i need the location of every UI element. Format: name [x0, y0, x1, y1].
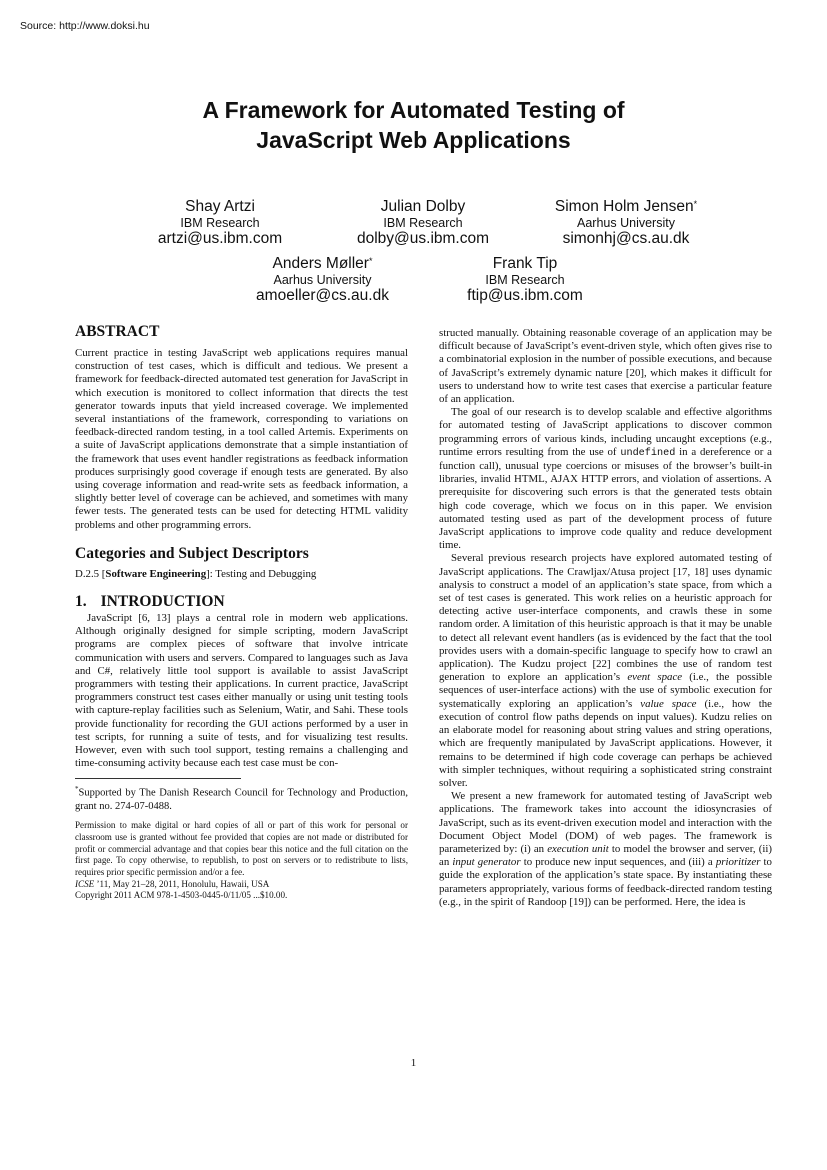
author-block — [240, 255, 405, 305]
author-email: ftip@us.ibm.com — [467, 287, 583, 304]
categories-bold: Software Engineering — [105, 567, 207, 580]
abstract-heading: ABSTRACT — [75, 323, 160, 340]
categories-text — [75, 568, 408, 581]
title-line-2: JavaScript Web Applications — [256, 127, 571, 153]
text-span: to model the browser and server, (ii) an — [439, 842, 773, 869]
body-paragraph: structed manually. Obtaining reasonable coverage of an application may be difficult because of JavaScript’s event-driven style, which often gives rise to a combinatorial explosion in the number of possible executions, and because of JavaScript’s extremely dynamic nature [20], which makes it difficult for users to understand how to write test cases that exercise a particular feature of an application. — [439, 327, 772, 406]
emphasis: execution unit — [547, 842, 609, 855]
section-number: 1. — [75, 593, 87, 611]
categories-heading: Categories and Subject Descriptors — [75, 544, 309, 562]
emphasis: event space — [627, 671, 683, 684]
author-affiliation: IBM Research — [485, 273, 565, 287]
paper-title — [0, 95, 827, 155]
permission-text: Permission to make digital or hard copies of all or part of this work for personal or classroom use is granted without fee provided that copies are not made or distributed for profit or commercial advantage and that copies bear this notice and the full citation on the first page. To copy otherwise, to republish, to post on servers or to redistribute to lists, requires prior specific permission and/or a fee. — [75, 820, 408, 877]
text-span: Several previous research projects have explored automated testing of JavaScript applications. The Crawljax/Atusa project [17, 18] uses dynamic analysis to construct a model of an application’s state space, from which a set of test cases is generated. This work relies on a heuristic approach for detecting active user-interface components, and crawls these in some random order. A limitation of this heuristic approach is that it may be unable to detect all relevant event handlers (as is evidenced by the fact that the tool provides users with a domain-specific language to specify how to crawl an application). The Kudzu project [22] combines the use of random test generation to explore an application’s — [439, 552, 772, 684]
venue-name: ICSE — [75, 878, 95, 889]
body-paragraph — [439, 790, 772, 909]
author-affiliation: IBM Research — [383, 216, 463, 230]
categories-rest: ]: Testing and Debugging — [206, 567, 317, 580]
author-affiliation: Aarhus University — [273, 273, 372, 287]
body-paragraph — [439, 406, 772, 552]
emphasis: prioritizer — [715, 856, 761, 869]
body-paragraph — [439, 552, 772, 790]
author-email: amoeller@cs.au.dk — [256, 287, 389, 304]
intro-paragraph: JavaScript [6, 13] plays a central role in modern web applications. Although originally designed for simple scripting, modern JavaScript programs are complex pieces of software that involve intricate communication with users and servers. Compared to languages such as Java and C#, relatively little tool support is available to assist JavaScript programmers with testing their applications. In current practice, JavaScript programmers construct test cases either manually or using unit testing tools with capture-replay facilities such as Selenium, Watir, and Sahi. These tools provide functionality for recording the GUI actions performed by a user in test scripts, for running a suite of tests, and for visualizing test results. However, even with such tool support, testing remains a challenging and time-consuming activity because each test case must be con- — [75, 612, 408, 770]
section-title: INTRODUCTION — [100, 593, 225, 611]
text-span: (i.e., how the execution of control flow paths depends on input values). Kudzu relies on an elaborate model for reasoning about string values and string operations, which are frequently manipulated by JavaScript applications. However, it remains to be determined if high code coverage can perhaps be achieved with simpler techniques, without requiring a sophisticated string constraint solver. — [439, 697, 772, 789]
author-name — [240, 255, 405, 273]
footnote — [75, 783, 408, 813]
categories-code: D.2.5 [ — [75, 567, 106, 580]
abstract-text: Current practice in testing JavaScript web applications requires manual construction of test cases, which is difficult and tedious. We present a framework for feedback-directed automated test generation for JavaScript in which execution is monitored to collect information that directs the test generator towards inputs that yield increased coverage. We implemented several instantiations of the framework, corresponding to variations on feedback-directed random testing, in a tool called Artemis. Experiments on a suite of JavaScript applications demonstrate that a simple instantiation of the framework that uses event handler registrations as feedback information produces surprisingly good coverage if enough tests are generated. By also using coverage information and read-write sets as feedback information, a slightly better level of coverage can be achieved, and sometimes with many fewer tests. The generated tests can be used for detecting HTML validity problems and other programming errors. — [75, 347, 408, 531]
left-column — [75, 322, 408, 902]
author-affiliation: Aarhus University — [577, 216, 675, 230]
author-block — [445, 255, 605, 305]
footnote-text: Supported by The Danish Research Council for Technology and Production, grant no. 274-07-0488. — [75, 787, 408, 812]
author-footnote-mark: * — [693, 199, 698, 209]
author-name-text: Anders Møller — [272, 255, 369, 272]
author-name — [536, 198, 716, 216]
text-span: in a dereference or a function call), unusual type coercions or misuses of the browser’s built-in libraries, invalid HTML, AJAX HTTP errors, and violation of assertions. A prerequisite for discovering such errors is that the generated tests obtain high code coverage, which we focus on in this paper. We envision automated testing used as part of the development process of future JavaScript applications to improve code quality and reduce development time. — [439, 445, 772, 552]
author-block — [337, 198, 509, 248]
text-span: to produce new input sequences, and (iii) a — [520, 856, 716, 869]
emphasis: value space — [640, 697, 697, 710]
footnote-divider — [75, 778, 241, 779]
text-span: (i.e., the possible sequences of user-interface actions) with the use of symbolic execution for systematically exploring an application’s — [439, 671, 773, 710]
code-word: undefined — [620, 447, 676, 459]
introduction-heading — [75, 592, 408, 612]
author-affiliation: IBM Research — [180, 216, 260, 230]
author-block — [536, 198, 716, 248]
author-email: dolby@us.ibm.com — [356, 230, 490, 247]
copyright-line: Copyright 2011 ACM 978-1-4503-0445-0/11/05 ...$10.00. — [75, 890, 288, 901]
author-email: artzi@us.ibm.com — [157, 230, 283, 247]
venue-line — [75, 879, 408, 891]
text-span: The goal of our research is to develop scalable and effective algorithms for automated testing of JavaScript applications to discover common programming errors of various kinds, including uncaught exceptions (e.g., runtime errors resulting from the use of — [439, 406, 772, 458]
author-block — [140, 198, 300, 248]
permission-block — [75, 820, 408, 902]
author-name: Shay Artzi — [185, 198, 255, 215]
page-number: 1 — [410, 1057, 417, 1069]
text-span: to guide the exploration of the application’s state space. By instantiating these parameters appropriately, various forms of feedback-directed random testing (e.g., in the spirit of Randoop [19]) can be performed. Here, the idea is — [439, 856, 772, 908]
source-note: Source: http://www.doksi.hu — [20, 20, 150, 32]
author-email: simonhj@cs.au.dk — [562, 230, 690, 247]
author-name: Julian Dolby — [380, 198, 466, 215]
title-line-1: A Framework for Automated Testing of — [202, 97, 625, 123]
author-name: Frank Tip — [492, 255, 558, 272]
emphasis: input generator — [452, 856, 521, 869]
right-column — [439, 327, 772, 909]
venue-details: ’11, May 21–28, 2011, Honolulu, Hawaii, USA — [94, 878, 270, 889]
author-footnote-mark: * — [368, 256, 373, 266]
text-span: We present a new framework for automated testing of JavaScript web applications. The framework takes into account the idiosyncrasies of JavaScript, such as its event-driven execution model and interaction with the Document Object Model (DOM) of web pages. The framework is parameterized by: (i) an — [439, 790, 772, 855]
author-name-text: Simon Holm Jensen — [554, 198, 694, 215]
footnote-mark: * — [75, 785, 79, 794]
